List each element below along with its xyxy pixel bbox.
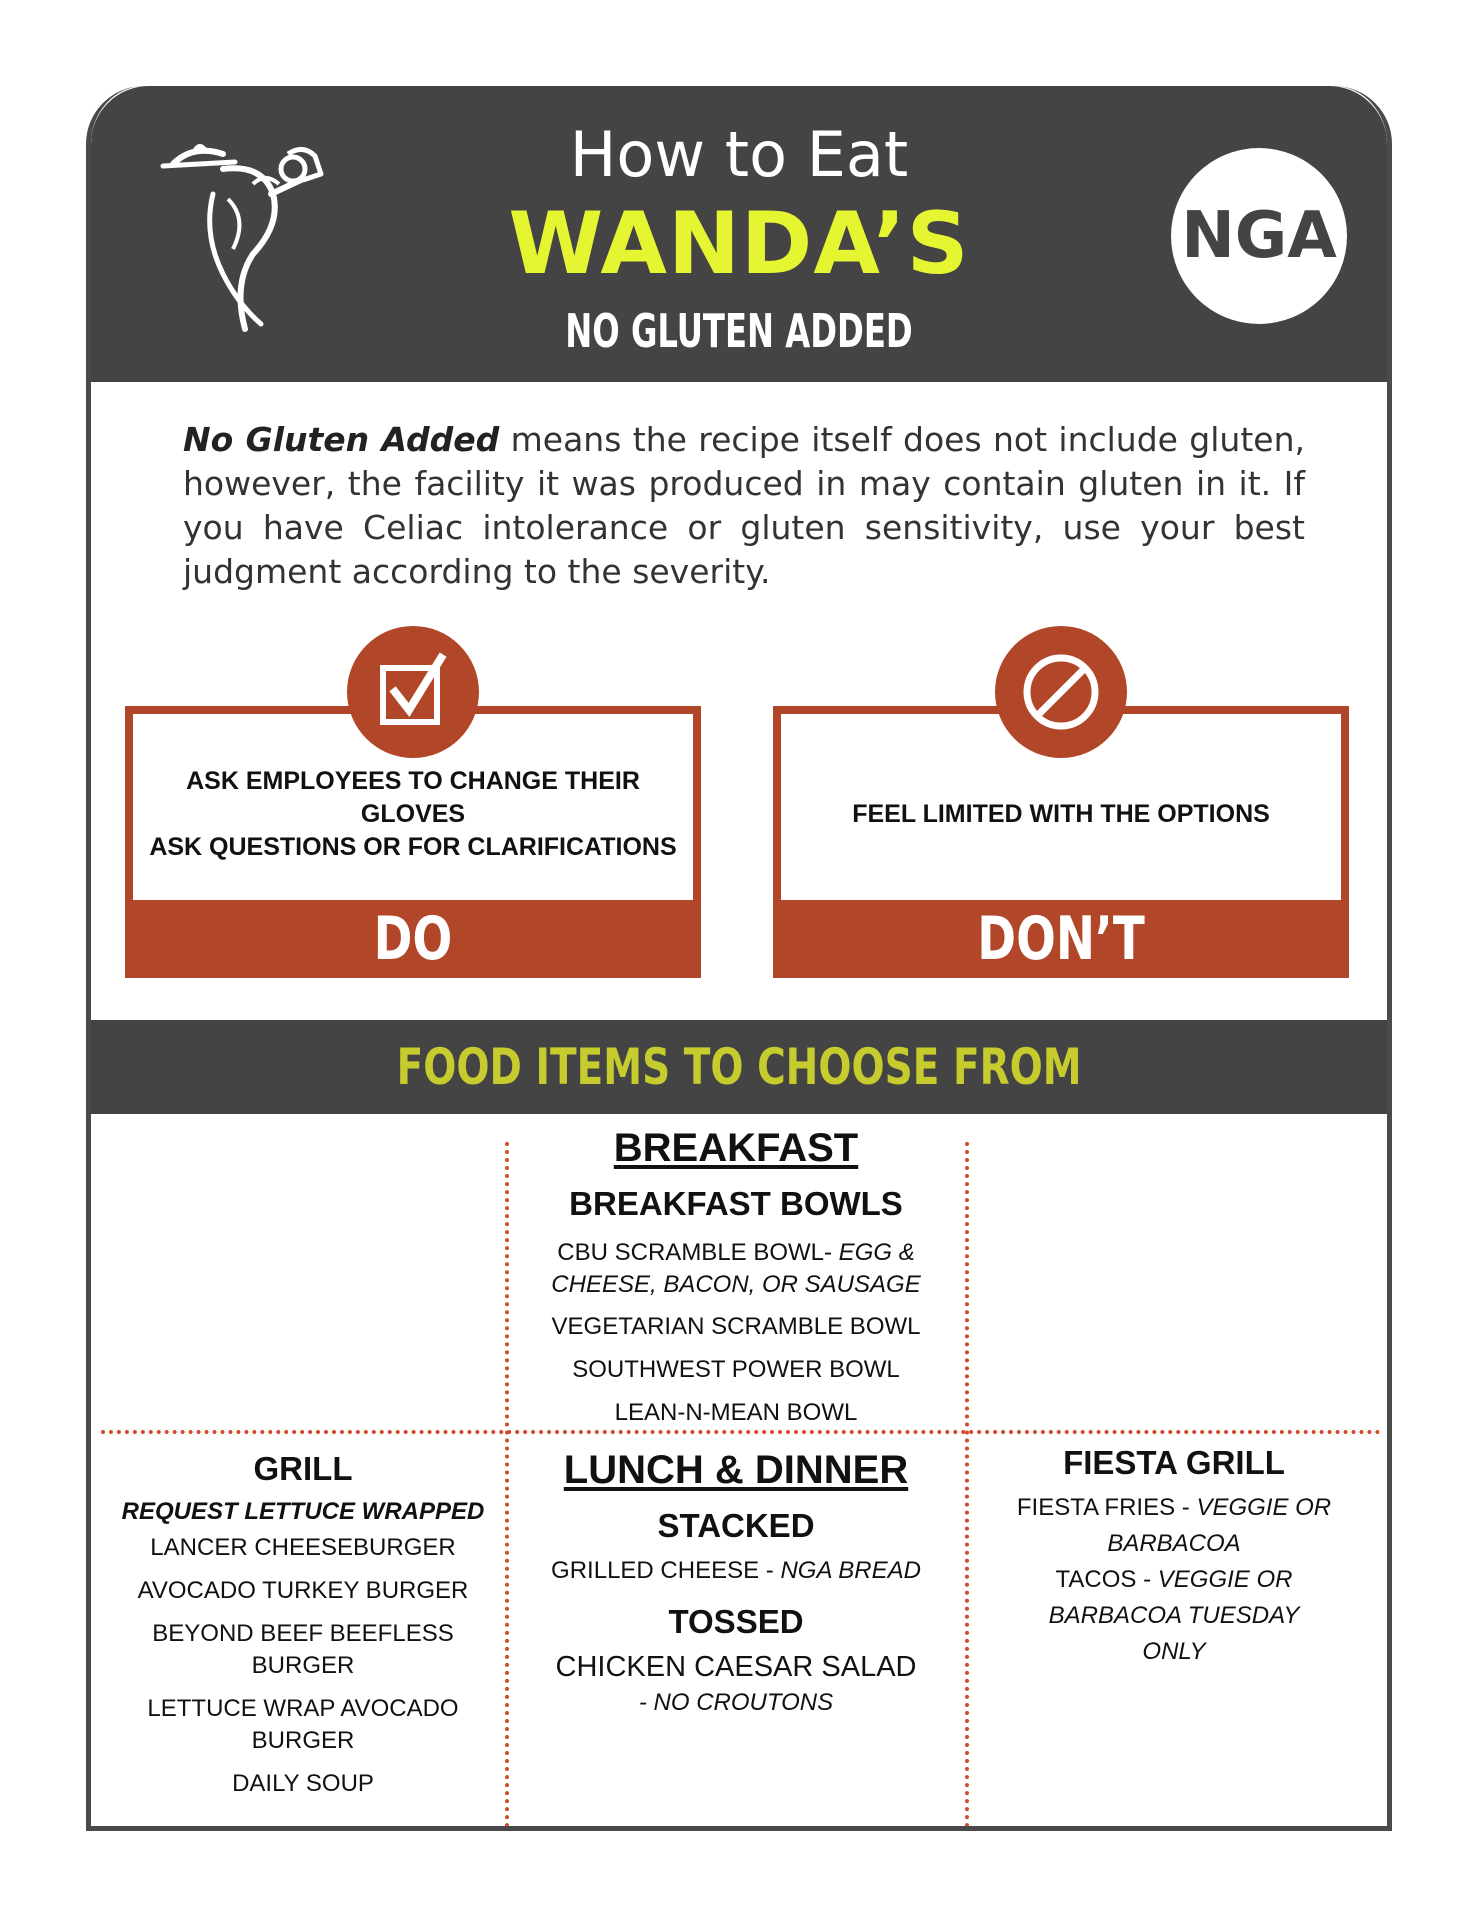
stacked-title: STACKED	[657, 1507, 815, 1544]
breakfast-bowls-title: BREAKFAST BOWLS	[569, 1185, 903, 1222]
grill-item-1: LANCER CHEESEBURGER	[150, 1534, 456, 1561]
breakfast-item-1-note: EGG & CHEESE, BACON, OR SAUSAGE	[551, 1239, 921, 1298]
breakfast-section	[511, 1126, 961, 1429]
lunch-item-1-note: NGA BREAD	[780, 1557, 921, 1584]
fiesta-grill-section	[971, 1444, 1377, 1670]
grill-item-5: DAILY SOUP	[232, 1770, 374, 1797]
grill-title: GRILL	[253, 1450, 353, 1487]
fiesta-item-2-main: TACOS -	[1055, 1566, 1158, 1593]
tossed-title: TOSSED	[668, 1603, 804, 1640]
do-line-1: ASK EMPLOYEES TO CHANGE THEIR GLOVES	[186, 766, 640, 828]
dont-line-1: FEEL LIMITED WITH THE OPTIONS	[852, 799, 1270, 828]
fiesta-item-1-note: VEGGIE OR BARBACOA	[1107, 1494, 1332, 1557]
subtitle-no-gluten-added: NO GLUTEN ADDED	[565, 304, 913, 358]
grill-item-2: AVOCADO TURKEY BURGER	[137, 1577, 469, 1604]
lunch-dinner-section	[511, 1448, 961, 1719]
fiesta-item-1	[971, 1490, 1377, 1562]
lunch-dinner-title: LUNCH & DINNER	[563, 1448, 909, 1492]
grill-item-3: BEYOND BEEF BEEFLESS BURGER	[152, 1620, 454, 1679]
food-items-header	[91, 1020, 1387, 1114]
lunch-item-2: CHICKEN CAESAR SALAD	[555, 1651, 917, 1683]
title-wandas: WANDA’S	[508, 194, 970, 294]
lunch-item-1	[511, 1555, 961, 1587]
menu-card	[86, 86, 1392, 1831]
breakfast-item-3: SOUTHWEST POWER BOWL	[572, 1356, 900, 1383]
grill-section	[105, 1450, 501, 1800]
intro-lead: No Gluten Added	[183, 420, 500, 459]
breakfast-item-2: VEGETARIAN SCRAMBLE BOWL	[551, 1313, 921, 1340]
breakfast-item-1	[511, 1237, 961, 1301]
breakfast-item-4: LEAN-N-MEAN BOWL	[614, 1399, 858, 1426]
checkbox-icon	[347, 626, 479, 758]
grill-note: REQUEST LETTUCE WRAPPED	[121, 1498, 485, 1525]
fiesta-grill-title: FIESTA GRILL	[1063, 1444, 1285, 1481]
intro-paragraph	[183, 418, 1305, 594]
do-label: DO	[373, 904, 453, 974]
intro-text: means the recipe itself does not include gluten, however, the facility it was produced in may contain gluten in it. If you have Celiac intolerance or gluten sensitivity, use your best judgment according to the severity.	[183, 420, 1305, 591]
title-how-to-eat: How to Eat	[569, 118, 909, 191]
nga-badge: NGA	[1171, 148, 1347, 324]
prohibited-icon	[995, 626, 1127, 758]
food-items-header-text: FOOD ITEMS TO CHOOSE FROM	[396, 1038, 1082, 1096]
header-banner	[91, 86, 1387, 382]
dont-label: DON’T	[977, 904, 1145, 974]
breakfast-title: BREAKFAST	[613, 1126, 859, 1170]
divider-left	[505, 1142, 509, 1828]
lunch-item-1-main: GRILLED CHEESE -	[551, 1557, 781, 1584]
do-line-2: ASK QUESTIONS OR FOR CLARIFICATIONS	[149, 832, 677, 861]
divider-horizontal	[101, 1430, 1381, 1434]
fiesta-item-2-note: VEGGIE OR BARBACOA TUESDAY ONLY	[1048, 1566, 1300, 1665]
lunch-item-2-note: - NO CROUTONS	[638, 1689, 834, 1716]
divider-right	[965, 1142, 969, 1828]
fiesta-item-1-main: FIESTA FRIES -	[1016, 1494, 1197, 1521]
grill-item-4: LETTUCE WRAP AVOCADO BURGER	[147, 1695, 459, 1754]
fiesta-item-2	[971, 1562, 1377, 1670]
breakfast-item-1-main: CBU SCRAMBLE BOWL-	[557, 1239, 833, 1266]
